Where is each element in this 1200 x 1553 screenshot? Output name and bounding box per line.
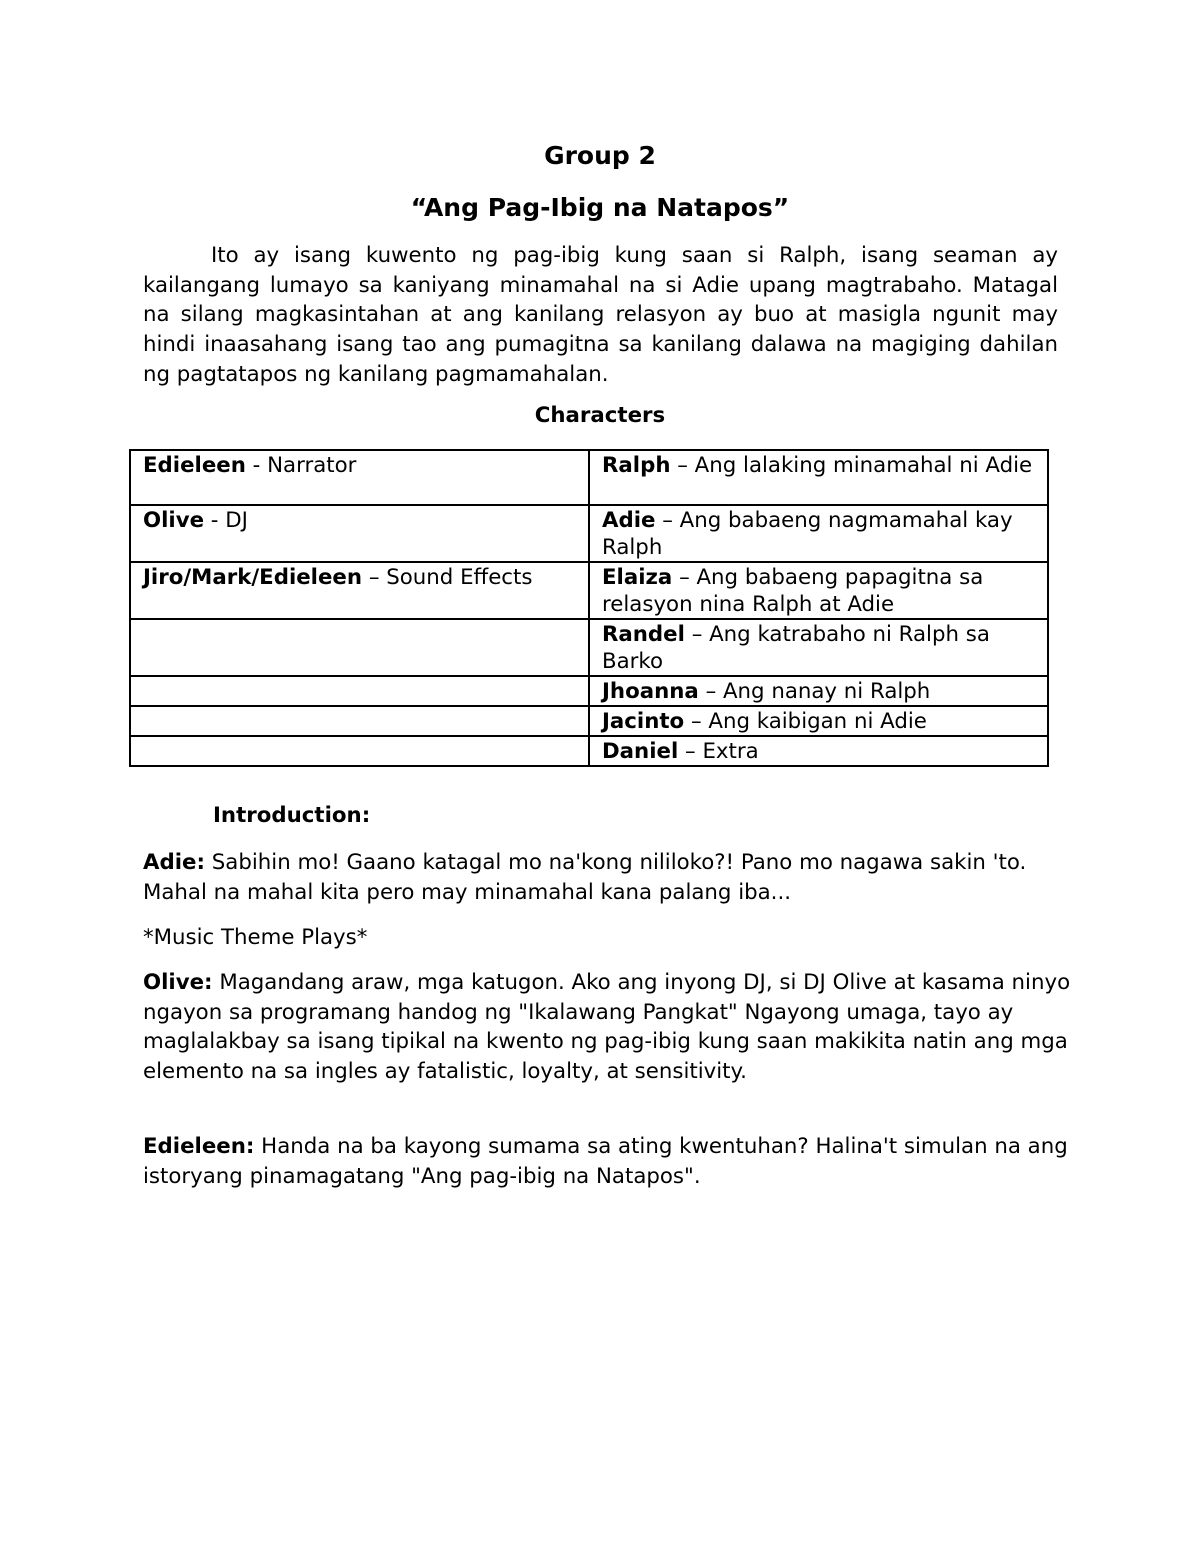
table-row — [130, 450, 1048, 505]
dialogue-text: Handa na ba kayong sumama sa ating kwentuhan? Halina't simulan na ang istoryang pinamagatang "Ang pag-ibig na Natapos". — [143, 1134, 1068, 1189]
character-role: – Sound Effects — [362, 565, 533, 590]
dialogue-text: Sabihin mo! Gaano katagal mo na'kong nililoko?! Pano mo nagawa sakin 'to. Mahal na mahal kita pero may minamahal kana palang iba... — [143, 850, 1027, 905]
table-cell — [130, 736, 589, 766]
table-cell — [130, 619, 589, 676]
character-role: – Ang katrabaho ni Ralph sa Barko — [602, 622, 990, 674]
table-cell — [130, 562, 589, 619]
table-cell — [130, 676, 589, 706]
character-name: Daniel — [602, 739, 679, 764]
group-title: Group 2 — [544, 141, 656, 170]
character-name: Olive — [143, 508, 205, 533]
dialogue-text: Magandang araw, mga katugon. Ako ang inyong DJ, si DJ Olive at kasama ninyo ngayon sa programang handog ng "Ikalawang Pangkat" Ngayong umaga, tayo ay maglalakbay sa isang tipikal na kwento ng pag-ibig kung saan makikita natin ang mga elemento na sa ingles ay fatalistic, loyalty, at sensitivity. — [143, 970, 1071, 1085]
table-cell — [589, 706, 1048, 736]
character-name: Ralph — [602, 453, 671, 478]
character-role: - DJ — [204, 508, 248, 533]
dialogue-olive — [143, 968, 1073, 1087]
character-role: – Ang nanay ni Ralph — [698, 679, 931, 704]
table-cell — [589, 676, 1048, 706]
character-role: - Narrator — [245, 453, 357, 478]
character-name: Elaiza — [602, 565, 673, 590]
table-cell — [589, 619, 1048, 676]
table-cell — [130, 450, 589, 505]
table-cell — [589, 562, 1048, 619]
table-row — [130, 619, 1048, 676]
character-name: Jiro/Mark/Edieleen — [143, 565, 363, 590]
table-row — [130, 706, 1048, 736]
characters-heading: Characters — [534, 403, 666, 428]
speaker-name: Adie: — [143, 850, 205, 875]
character-name: Jhoanna — [602, 679, 699, 704]
story-title: “Ang Pag-Ibig na Natapos” — [410, 193, 790, 222]
character-role: – Ang babaeng papagitna sa relasyon nina Ralph at Adie — [602, 565, 984, 617]
character-role: – Ang lalaking minamahal ni Adie — [670, 453, 1033, 478]
stage-direction: *Music Theme Plays* — [143, 925, 368, 950]
dialogue-adie — [143, 848, 1073, 907]
story-summary: Ito ay isang kuwento ng pag-ibig kung saan si Ralph, isang seaman ay kailangang lumayo sa kaniyang minamahal na si Adie upang magtrabaho. Matagal na silang magkasintahan at ang kanilang relasyon ay buo at masigla ngunit may hindi inaasahang isang tao ang pumagitna sa kanilang dalawa na magiging dahilan ng pagtatapos ng kanilang pagmamahalan. — [143, 243, 1058, 387]
table-row — [130, 676, 1048, 706]
table-cell — [589, 505, 1048, 562]
table-cell — [589, 450, 1048, 505]
speaker-name: Edieleen: — [143, 1134, 255, 1159]
character-role: – Ang kaibigan ni Adie — [684, 709, 927, 734]
character-name: Randel — [602, 622, 685, 647]
character-name: Adie — [602, 508, 656, 533]
introduction-heading: Introduction: — [213, 803, 371, 828]
table-cell — [130, 505, 589, 562]
table-cell — [130, 706, 589, 736]
character-role: – Ang babaeng nagmamahal kay Ralph — [602, 508, 1013, 560]
characters-table — [129, 449, 1049, 767]
table-cell — [589, 736, 1048, 766]
character-role: – Extra — [678, 739, 759, 764]
table-row — [130, 736, 1048, 766]
table-row — [130, 562, 1048, 619]
table-row — [130, 505, 1048, 562]
speaker-name: Olive: — [143, 970, 213, 995]
character-name: Edieleen — [143, 453, 246, 478]
character-name: Jacinto — [602, 709, 685, 734]
dialogue-edieleen — [143, 1132, 1073, 1191]
